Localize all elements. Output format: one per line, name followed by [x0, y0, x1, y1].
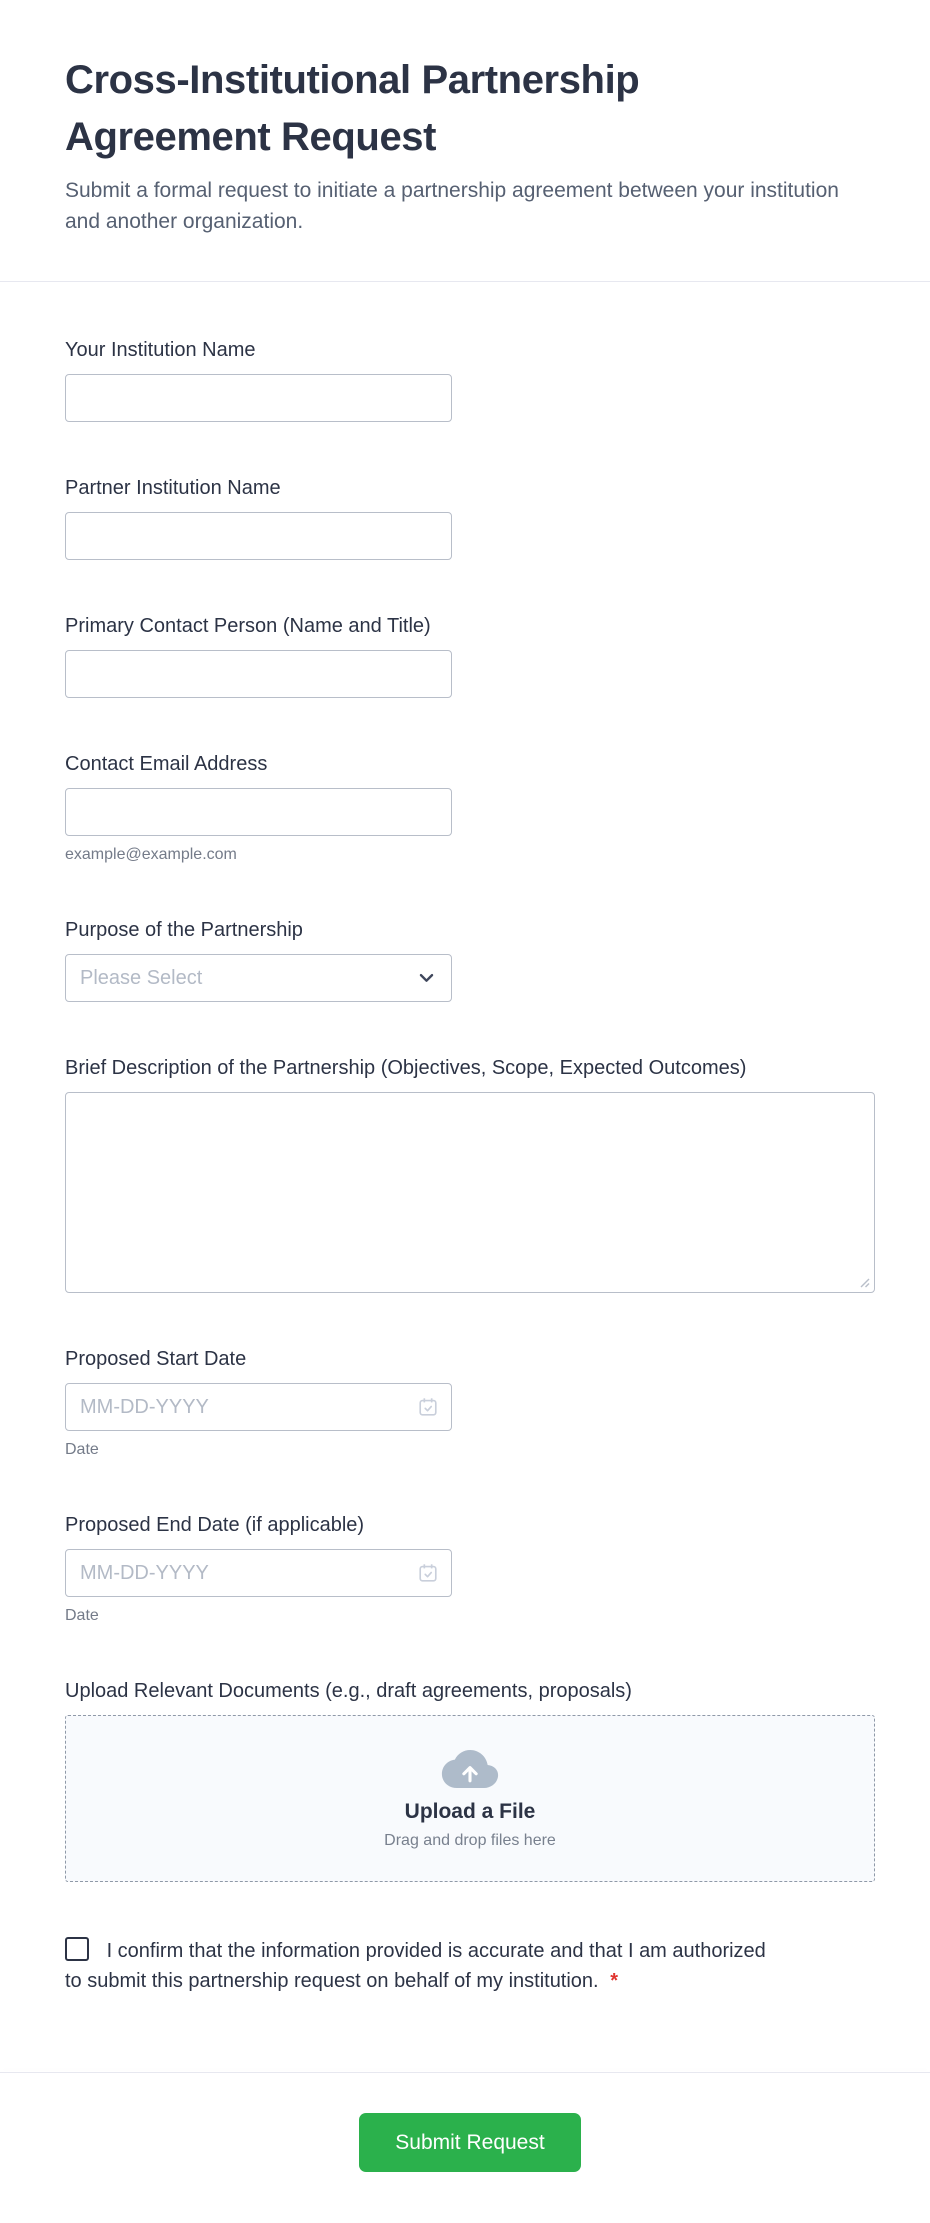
field-contact-email [65, 752, 875, 864]
field-start-date [65, 1347, 875, 1459]
start-date-input[interactable] [65, 1383, 452, 1431]
field-upload-documents [65, 1679, 875, 1882]
form-body [0, 282, 930, 1996]
form-title: Cross-Institutional Partnership Agreement Request [65, 58, 640, 159]
start-date-sublabel: Date [65, 1441, 99, 1458]
upload-documents-label: Upload Relevant Documents (e.g., draft agreements, proposals) [65, 1680, 632, 1702]
your-institution-label: Your Institution Name [65, 339, 256, 361]
end-date-input[interactable] [65, 1549, 452, 1597]
contact-email-sublabel: example@example.com [65, 846, 237, 863]
form-header [0, 0, 930, 282]
brief-description-label: Brief Description of the Partnership (Objectives, Scope, Expected Outcomes) [65, 1057, 747, 1079]
primary-contact-label: Primary Contact Person (Name and Title) [65, 615, 431, 637]
your-institution-input[interactable] [65, 374, 452, 422]
upload-file-button-text: Upload a File [404, 1800, 536, 1823]
end-date-wrap [65, 1549, 452, 1597]
field-brief-description [65, 1056, 875, 1293]
required-asterisk: * [610, 1970, 618, 1992]
contact-email-label: Contact Email Address [65, 753, 268, 775]
confirmation-text: I confirm that the information provided is accurate and that I am authorized to submit this partnership request on behalf of my institution. [65, 1940, 766, 1992]
start-date-wrap [65, 1383, 452, 1431]
file-upload-dropzone[interactable] [65, 1715, 875, 1882]
field-partner-institution [65, 476, 875, 560]
partner-institution-label: Partner Institution Name [65, 477, 281, 499]
submit-request-button[interactable]: Submit Request [359, 2113, 581, 2172]
brief-description-textarea[interactable] [65, 1092, 875, 1293]
start-date-label: Proposed Start Date [65, 1348, 247, 1370]
end-date-label: Proposed End Date (if applicable) [65, 1514, 365, 1536]
primary-contact-input[interactable] [65, 650, 452, 698]
confirmation-checkbox[interactable] [65, 1937, 89, 1961]
upload-cloud-icon [441, 1747, 499, 1791]
upload-drag-drop-hint: Drag and drop files here [384, 1832, 556, 1849]
field-your-institution [65, 338, 875, 422]
field-purpose [65, 918, 875, 1002]
brief-description-wrap [65, 1092, 875, 1293]
confirmation-row[interactable] [65, 1936, 777, 1996]
purpose-select[interactable] [65, 954, 452, 1002]
field-end-date [65, 1513, 875, 1625]
contact-email-input[interactable] [65, 788, 452, 836]
form-footer [0, 2073, 930, 2223]
form-description: Submit a formal request to initiate a partnership agreement between your institution and another organization. [65, 179, 839, 233]
field-confirmation [65, 1936, 875, 1996]
purpose-select-wrap [65, 954, 452, 1002]
end-date-sublabel: Date [65, 1607, 99, 1624]
field-primary-contact [65, 614, 875, 698]
purpose-label: Purpose of the Partnership [65, 919, 303, 941]
partner-institution-input[interactable] [65, 512, 452, 560]
